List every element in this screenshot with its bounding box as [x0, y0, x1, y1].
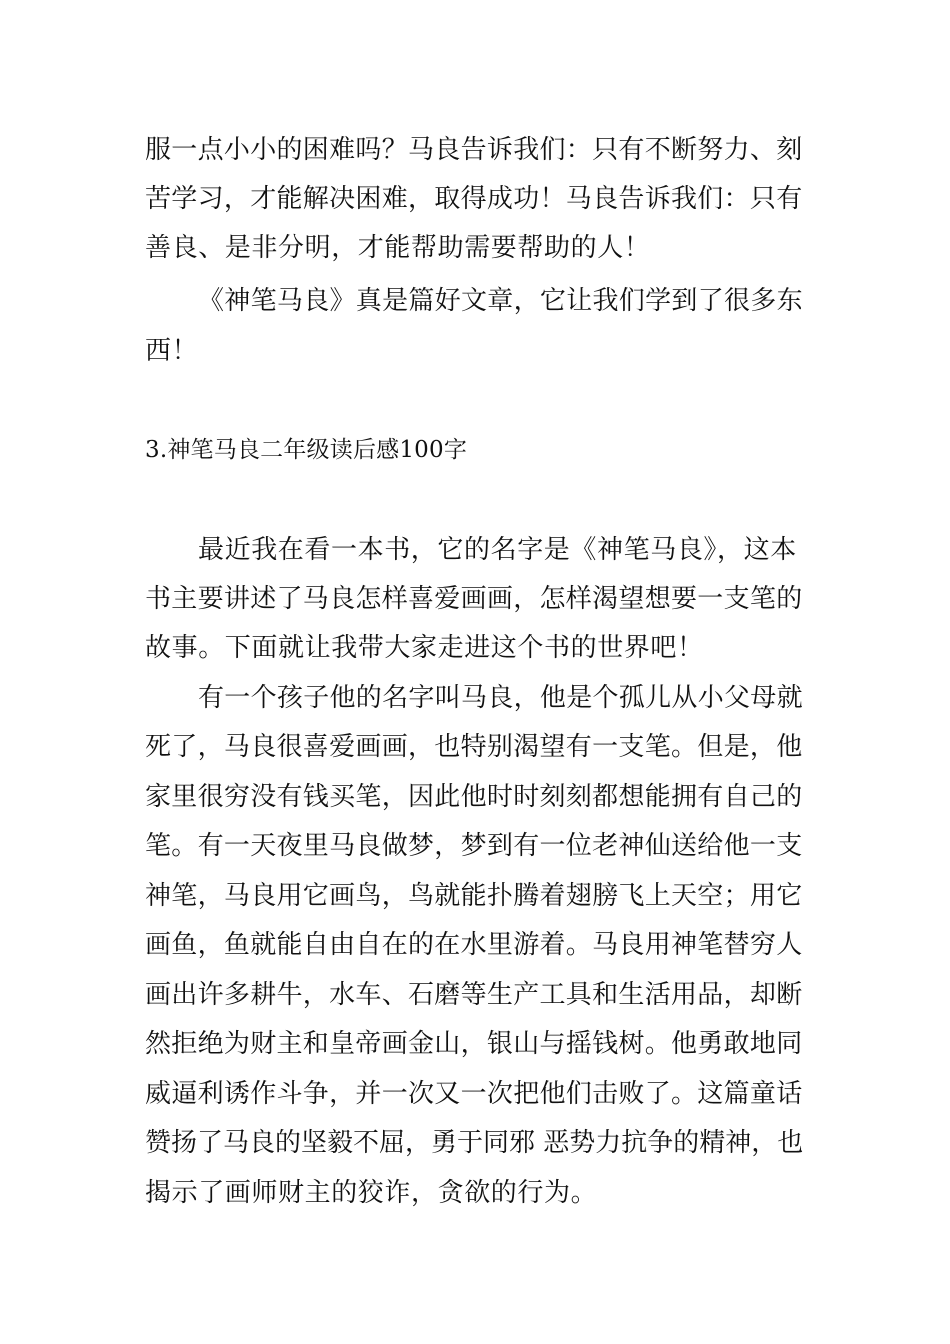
top-paragraph-line-2: 苦学习，才能解决困难，取得成功！马良告诉我们：只有 — [145, 184, 803, 214]
story-paragraph-line-2: 死了，马良很喜爱画画，也特别渴望有一支笔。但是，他 — [145, 732, 803, 762]
story-paragraph-line-11: 揭示了画师财主的狡诈，贪欲的行为。 — [145, 1178, 598, 1208]
story-paragraph-line-6: 画鱼，鱼就能自由自在的在水里游着。马良用神笔替穷人 — [145, 930, 803, 960]
intro-paragraph-line-3: 故事。下面就让我带大家走进这个书的世界吧！ — [145, 633, 704, 663]
intro-paragraph-line-2: 书主要讲述了马良怎样喜爱画画，怎样渴望想要一支笔的 — [145, 584, 803, 614]
story-paragraph-line-7: 画出许多耕牛，水车、石磨等生产工具和生活用品，却断 — [145, 980, 803, 1010]
intro-paragraph-line-1: 最近我在看一本书，它的名字是《神笔马良》，这本 — [198, 535, 797, 565]
story-paragraph-line-9: 威逼利诱作斗争，并一次又一次把他们击败了。这篇童话 — [145, 1079, 803, 1109]
closing-paragraph-line-2: 西！ — [145, 336, 199, 366]
story-paragraph-line-10: 赞扬了马良的坚毅不屈，勇于同邪 恶势力抗争的精神，也 — [145, 1128, 804, 1158]
top-paragraph-line-1: 服一点小小的困难吗？马良告诉我们：只有不断努力、刻 — [145, 135, 803, 165]
closing-paragraph-line-1: 《神笔马良》真是篇好文章，它让我们学到了很多东 — [198, 286, 803, 316]
story-paragraph-line-1: 有一个孩子他的名字叫马良，他是个孤儿从小父母就 — [198, 683, 803, 713]
story-paragraph-line-4: 笔。有一天夜里马良做梦，梦到有一位老神仙送给他一支 — [145, 831, 803, 861]
story-paragraph-line-8: 然拒绝为财主和皇帝画金山，银山与摇钱树。他勇敢地同 — [145, 1029, 803, 1059]
story-paragraph-line-5: 神笔，马良用它画鸟，鸟就能扑腾着翅膀飞上天空；用它 — [145, 881, 803, 911]
top-paragraph-line-3: 善良、是非分明，才能帮助需要帮助的人！ — [145, 233, 651, 263]
story-paragraph-line-3: 家里很穷没有钱买笔，因此他时时刻刻都想能拥有自己的 — [145, 782, 803, 812]
section-heading: 3.神笔马良二年级读后感100字 — [145, 437, 468, 463]
